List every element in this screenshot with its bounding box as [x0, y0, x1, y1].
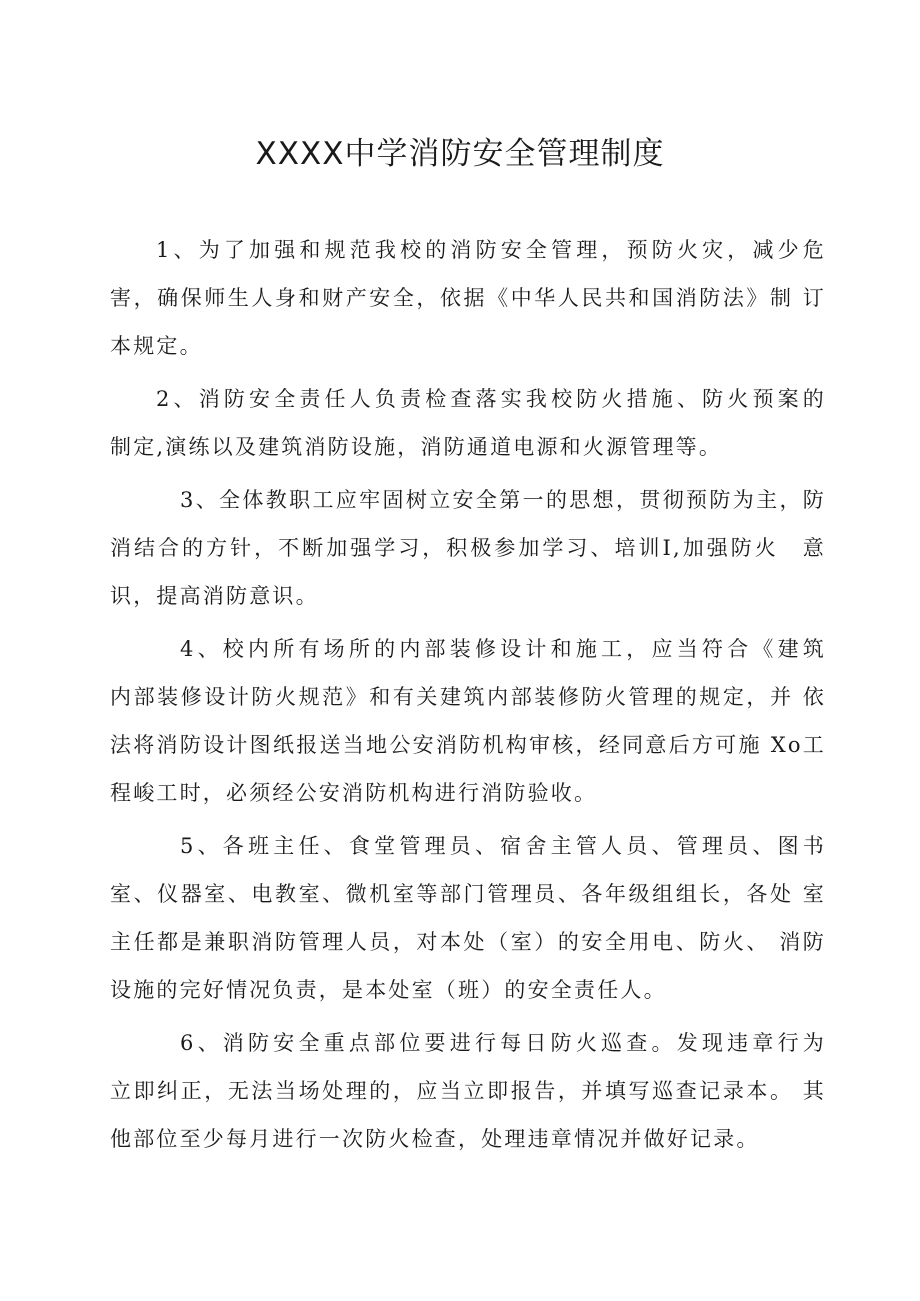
paragraph-4: 4、校内所有场所的内部装修设计和施工，应当符合《建筑 内部装修设计防火规范》和有关建筑内部装修防火管理的规定，并 依法将消防设计图纸报送当地公安消防机构审核，经同意后方可施 Xo工程峻工时，必须经公安消防机构进行消防验收。	[110, 637, 873, 805]
document-title: XXXX中学消防安全管理制度	[255, 136, 665, 172]
paragraph-1: 1、为了加强和规范我校的消防安全管理，预防火灾，减少危 害，确保师生人身和财产安全，依据《中华人民共和国消防法》制 订本规定。	[110, 238, 850, 358]
paragraph-2: 2、消防安全责任人负责检查落实我校防火措施、防火预案的 制定,演练以及建筑消防设施，消防通道电源和火源管理等。	[110, 387, 873, 459]
document-body	[110, 226, 873, 1168]
paragraph-3: 3、全体教职工应牢固树立安全第一的思想，贯彻预防为主，防消结合的方针，不断加强学习，积极参加学习、培训I,加强防火 意识，提高消防意识。	[110, 488, 826, 608]
paragraph-6: 6、消防安全重点部位要进行每日防火巡查。发现违章行为 立即纠正，无法当场处理的，应当立即报告，并填写巡查记录本。 其他部位至少每月进行一次防火检查，处理违章情况并做好记录。	[110, 1031, 859, 1151]
paragraph-5: 5、各班主任、食堂管理员、宿舍主管人员、管理员、图书 室、仪器室、电教室、微机室等部门管理员、各年级组组长，各处 室主任都是兼职消防管理人员，对本处（室）的安全用电、防火、 消防设施的完好情况负责，是本处室（班）的安全责任人。	[110, 834, 850, 1002]
